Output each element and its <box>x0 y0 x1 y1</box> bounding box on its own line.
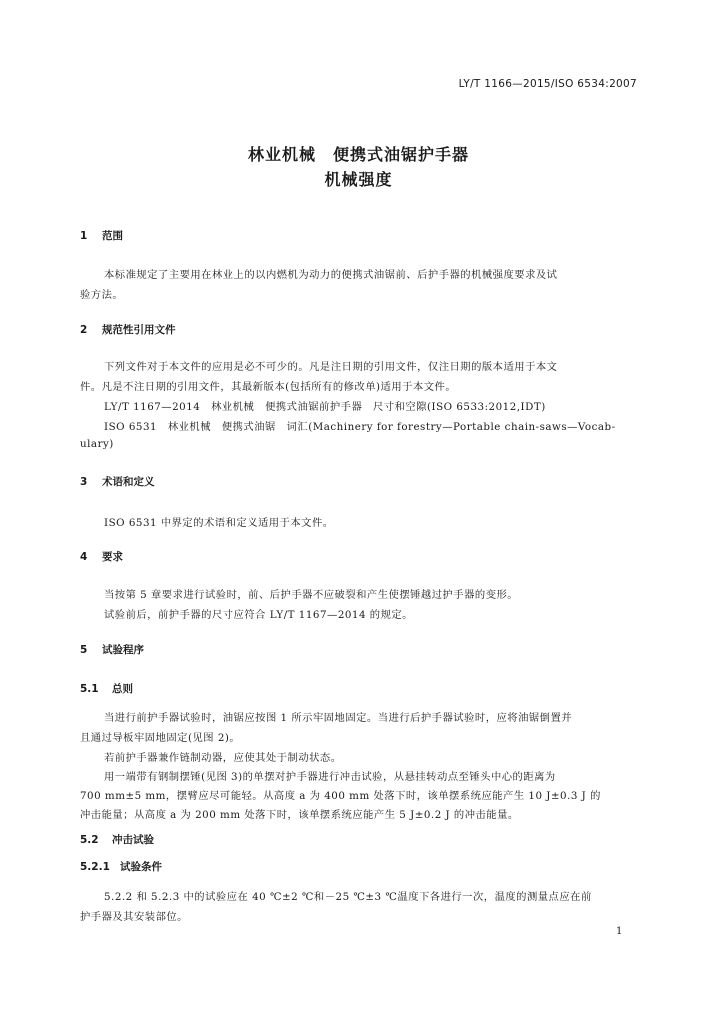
section-4-heading <box>80 549 123 564</box>
section-number: 4 <box>80 551 88 563</box>
section-title: 试验程序 <box>102 644 144 656</box>
paragraph-line: 试验前后，前护手器的尺寸应符合 LY/T 1167—2014 的规定。 <box>104 609 413 621</box>
paragraph-line: 下列文件对于本文件的应用是必不可少的。凡是注日期的引用文件，仅注日期的版本适用于本文 <box>104 361 558 373</box>
paragraph-line: 验方法。 <box>80 289 124 301</box>
section-5-heading <box>80 642 144 657</box>
standard-code-header: LY/T 1166—2015/ISO 6534:2007 <box>458 78 637 90</box>
paragraph-line: 若前护手器兼作链制动器，应使其处于制动状态。 <box>104 752 342 764</box>
section-number: 3 <box>80 476 88 488</box>
section-number: 1 <box>80 230 88 242</box>
paragraph-line: 件。凡是不注日期的引用文件，其最新版本(包括所有的修改单)适用于本文件。 <box>80 381 457 393</box>
paragraph-line: 当按第 5 章要求进行试验时，前、后护手器不应破裂和产生使摆锤越过护手器的变形。 <box>104 589 519 601</box>
paragraph-line: ulary) <box>80 438 114 450</box>
paragraph-line: 冲击能量；从高度 a 为 200 mm 处落下时，该单摆系统应能产生 5 J±0.2 J 的冲击能量。 <box>80 809 519 821</box>
paragraph-line: 700 mm±5 mm，摆臂应尽可能轻。从高度 a 为 400 mm 处落下时，该单摆系统应能产生 10 J±0.3 J 的 <box>80 790 601 802</box>
paragraph-line: 用一端带有钢制摆锤(见图 3)的单摆对护手器进行冲击试验，从悬挂转动点至锤头中心的距离为 <box>104 771 556 783</box>
section-title: 试验条件 <box>120 861 162 873</box>
section-1-heading <box>80 228 123 243</box>
section-number: 2 <box>80 324 88 336</box>
section-2-heading <box>80 322 176 337</box>
paragraph-line: 护手器及其安装部位。 <box>80 911 188 923</box>
section-number: 5 <box>80 644 88 656</box>
page-number: 1 <box>616 926 623 937</box>
section-title: 总则 <box>112 683 133 695</box>
paragraph-line: 当进行前护手器试验时，油锯应按图 1 所示牢固地固定。当进行后护手器试验时，应将油锯倒置并 <box>104 712 573 724</box>
paragraph-line: 5.2.2 和 5.2.3 中的试验应在 40 ℃±2 ℃和－25 ℃±3 ℃温度下各进行一次，温度的测量点应在前 <box>104 891 592 903</box>
paragraph-line: ISO 6531 中界定的术语和定义适用于本文件。 <box>104 517 334 529</box>
section-title: 规范性引用文件 <box>102 324 176 336</box>
paragraph-line: 且通过导板牢固地固定(见图 2)。 <box>80 732 241 744</box>
normative-reference: ISO 6531 林业机械 便携式油锯 词汇(Machinery for forestry—Portable chain-saws—Vocab- <box>104 421 616 433</box>
section-title: 术语和定义 <box>102 476 155 488</box>
section-5-2-1-heading <box>80 859 162 874</box>
paragraph-line: 本标准规定了主要用在林业上的以内燃机为动力的便携式油锯前、后护手器的机械强度要求及试 <box>104 269 558 281</box>
section-number: 5.1 <box>80 683 99 695</box>
document-subtitle: 机械强度 <box>324 170 393 189</box>
section-5-1-heading <box>80 681 133 696</box>
section-title: 冲击试验 <box>112 834 154 846</box>
section-number: 5.2.1 <box>80 861 110 873</box>
section-title: 范围 <box>102 230 123 242</box>
document-title: 林业机械 便携式油锯护手器 <box>247 145 469 164</box>
normative-reference: LY/T 1167—2014 林业机械 便携式油锯前护手器 尺寸和空隙(ISO 6533:2012,IDT) <box>104 401 546 413</box>
section-title: 要求 <box>102 551 123 563</box>
section-3-heading <box>80 474 155 489</box>
section-5-2-heading <box>80 832 154 847</box>
section-number: 5.2 <box>80 834 99 846</box>
